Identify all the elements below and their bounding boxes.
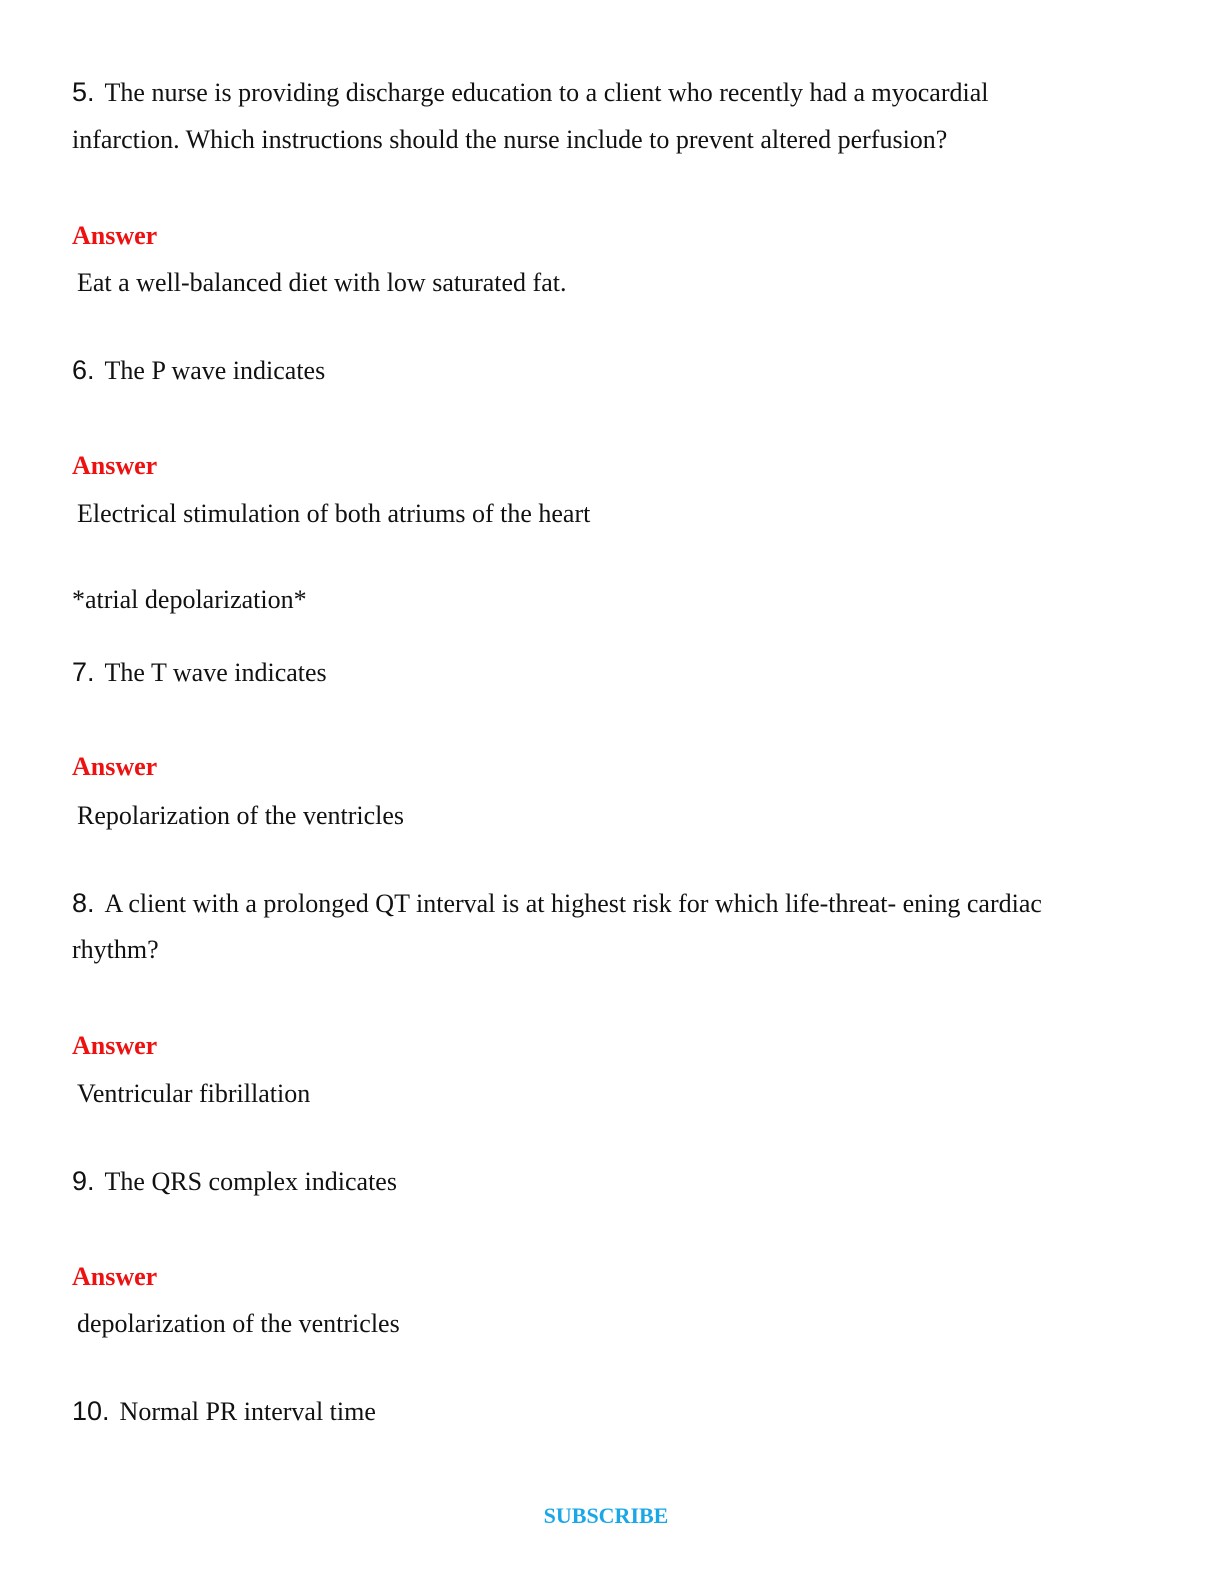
question-number: 5. — [72, 77, 95, 107]
question-number: 10. — [72, 1396, 110, 1426]
question-6 — [72, 355, 325, 386]
question-7 — [72, 657, 327, 688]
answer-text: depolarization of the ventricles — [77, 1309, 400, 1338]
answer-text: Eat a well-balanced diet with low saturated fat. — [77, 268, 567, 297]
question-number: 7. — [72, 657, 95, 687]
answer-text: Repolarization of the ventricles — [77, 801, 405, 830]
question-text: Normal PR interval time — [119, 1397, 376, 1426]
answer-text: Ventricular fibrillation — [77, 1079, 311, 1108]
question-text: The P wave indicates — [104, 356, 326, 385]
question-number: 6. — [72, 355, 95, 385]
question-8-continued — [72, 935, 159, 965]
answer-text: Electrical stimulation of both atriums of the heart — [77, 499, 591, 528]
question-text: rhythm? — [72, 935, 159, 964]
subscribe-link[interactable]: SUBSCRIBE — [543, 1503, 669, 1528]
question-number: 8. — [72, 888, 95, 918]
question-10 — [72, 1396, 376, 1427]
question-5-continued — [72, 125, 947, 155]
answer-label: Answer — [72, 1262, 158, 1291]
answer-label: Answer — [72, 752, 158, 781]
question-9 — [72, 1166, 397, 1197]
answer-label: Answer — [72, 1031, 158, 1060]
question-text: The nurse is providing discharge education to a client who recently had a myocardial — [104, 78, 989, 107]
question-text: The QRS complex indicates — [104, 1167, 397, 1196]
question-text: The T wave indicates — [104, 658, 327, 687]
question-8 — [72, 888, 1042, 919]
question-number: 9. — [72, 1166, 95, 1196]
answer-label: Answer — [72, 451, 158, 480]
question-text: A client with a prolonged QT interval is at highest risk for which life-threat- ening cardiac — [104, 889, 1042, 918]
question-5 — [72, 77, 988, 108]
answer-note: *atrial depolarization* — [72, 585, 307, 614]
question-text: infarction. Which instructions should the nurse include to prevent altered perfusion? — [72, 125, 948, 154]
answer-label: Answer — [72, 221, 158, 250]
